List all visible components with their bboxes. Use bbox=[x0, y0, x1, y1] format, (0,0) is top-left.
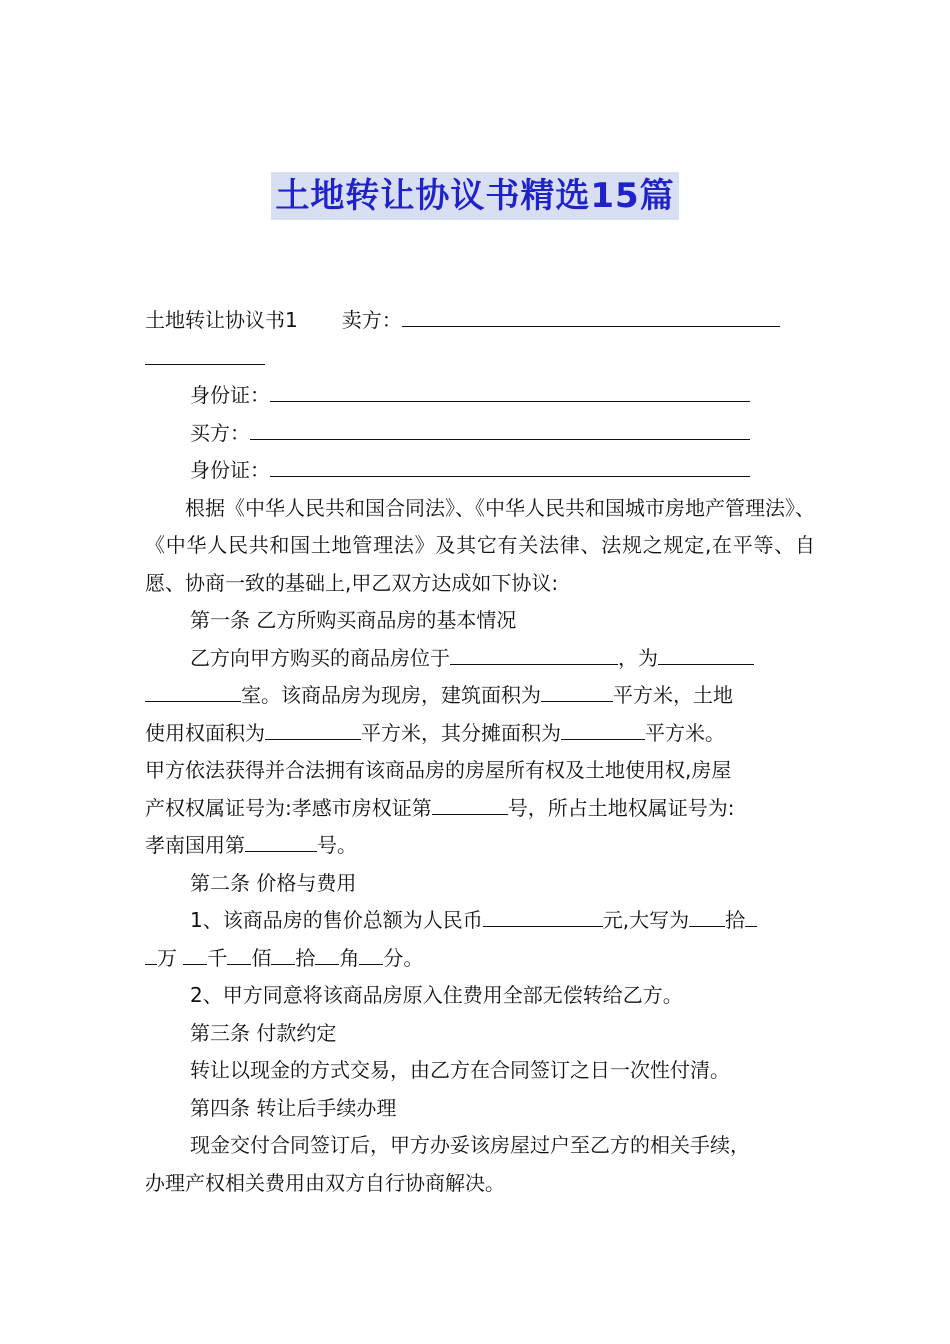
art2-line-3: 2、甲方同意将该商品房原入住费用全部无偿转给乙方。 bbox=[190, 983, 683, 1007]
buyer-id-label: 身份证： bbox=[190, 458, 270, 482]
article-2-title: 第二条 价格与费用 bbox=[190, 870, 357, 895]
art2-text-g: 拾 bbox=[295, 945, 316, 970]
jiao-blank[interactable] bbox=[315, 944, 339, 965]
article-1-title: 第一条 乙方所购买商品房的基本情况 bbox=[190, 608, 517, 632]
price-words-blank-2[interactable] bbox=[745, 906, 757, 927]
art1-text-k: 孝南国用第 bbox=[145, 833, 245, 857]
seller-blank[interactable] bbox=[402, 306, 780, 327]
art2-text-i: 分。 bbox=[383, 945, 424, 970]
qian-blank[interactable] bbox=[183, 944, 207, 965]
document-body bbox=[145, 302, 815, 1202]
art1-text-i: 产权权属证号为:孝感市房权证第 bbox=[145, 795, 432, 820]
art1-line-3 bbox=[145, 715, 815, 753]
shi-blank[interactable] bbox=[271, 944, 295, 965]
buyer-label: 买方： bbox=[190, 420, 250, 445]
document-title: 土地转让协议书精选15篇 bbox=[271, 172, 678, 220]
seller-blank-cont[interactable] bbox=[145, 344, 265, 365]
header-line bbox=[145, 302, 815, 340]
art2-text-d: 万 bbox=[157, 945, 177, 970]
art1-line-4: 甲方依法获得并合法拥有该商品房的房屋所有权及土地使用权,房屋 bbox=[145, 758, 732, 782]
art1-text-g: 平方米。 bbox=[645, 720, 725, 745]
art2-text-h: 角 bbox=[339, 945, 360, 970]
bai-blank[interactable] bbox=[227, 944, 251, 965]
art2-text-f: 佰 bbox=[251, 945, 272, 970]
art1-text-e: 使用权面积为 bbox=[145, 720, 265, 745]
fen-blank[interactable] bbox=[359, 944, 383, 965]
location-blank[interactable] bbox=[450, 644, 618, 665]
seller-id-blank[interactable] bbox=[270, 381, 750, 402]
seller-label: 卖方： bbox=[341, 308, 402, 332]
art2-text-a: 1、该商品房的售价总额为人民币 bbox=[190, 908, 483, 932]
art2-text-c: 拾 bbox=[725, 908, 746, 932]
title-area bbox=[0, 172, 950, 220]
room-blank-cont[interactable] bbox=[145, 681, 241, 702]
art1-line-5 bbox=[145, 790, 815, 828]
art1-line-2 bbox=[145, 677, 815, 715]
art2-line-1 bbox=[145, 902, 815, 940]
art1-text-b: ，为 bbox=[618, 645, 658, 670]
room-blank[interactable] bbox=[658, 644, 754, 665]
buyer-blank[interactable] bbox=[250, 419, 750, 440]
art2-text-b: 元,大写为 bbox=[602, 908, 690, 932]
buyer-id-line bbox=[145, 452, 815, 490]
art1-text-d: 平方米，土地 bbox=[613, 683, 733, 707]
price-words-blank-1[interactable] bbox=[689, 906, 725, 927]
article-3-title: 第三条 付款约定 bbox=[190, 1020, 337, 1045]
house-cert-blank[interactable] bbox=[432, 794, 508, 815]
buyer-id-blank[interactable] bbox=[270, 456, 750, 477]
doc-name: 土地转让协议书1 bbox=[145, 308, 298, 332]
art2-text-e: 千 bbox=[207, 945, 228, 970]
art1-text-l: 号。 bbox=[317, 833, 357, 857]
price-blank[interactable] bbox=[483, 906, 603, 927]
art1-text-f: 平方米，其分摊面积为 bbox=[361, 720, 561, 745]
seller-id-label: 身份证： bbox=[190, 383, 270, 407]
art3-paragraph: 转让以现金的方式交易，由乙方在合同签订之日一次性付清。 bbox=[190, 1058, 730, 1082]
building-area-blank[interactable] bbox=[541, 681, 613, 702]
art4-line-2: 办理产权相关费用由双方自行协商解决。 bbox=[145, 1170, 505, 1195]
land-cert-blank[interactable] bbox=[245, 831, 317, 852]
art1-text-a: 乙方向甲方购买的商品房位于 bbox=[190, 645, 450, 670]
art1-text-c: 室。该商品房为现房，建筑面积为 bbox=[241, 683, 541, 707]
seller-id-line bbox=[145, 377, 815, 415]
article-4-title: 第四条 转让后手续办理 bbox=[190, 1095, 397, 1120]
buyer-line bbox=[145, 415, 815, 453]
land-area-blank[interactable] bbox=[265, 719, 361, 740]
art1-text-j: 号，所占土地权属证号为: bbox=[507, 795, 735, 820]
wan-blank[interactable] bbox=[145, 944, 157, 965]
art1-line-6 bbox=[145, 827, 815, 865]
seller-continuation-line bbox=[145, 340, 815, 378]
art1-line-1 bbox=[145, 640, 815, 678]
preamble-paragraph: 根据《中华人民共和国合同法》、《中华人民共和国城市房地产管理法》、《中华人民共和国土地管理法》及其它有关法律、法规之规定,在平等、自愿、协商一致的基础上,甲乙双方达成如下协议: bbox=[145, 495, 815, 595]
art4-line-1: 现金交付合同签订后，甲方办妥该房屋过户至乙方的相关手续， bbox=[190, 1133, 750, 1157]
shared-area-blank[interactable] bbox=[561, 719, 645, 740]
art2-line-2 bbox=[145, 940, 815, 978]
